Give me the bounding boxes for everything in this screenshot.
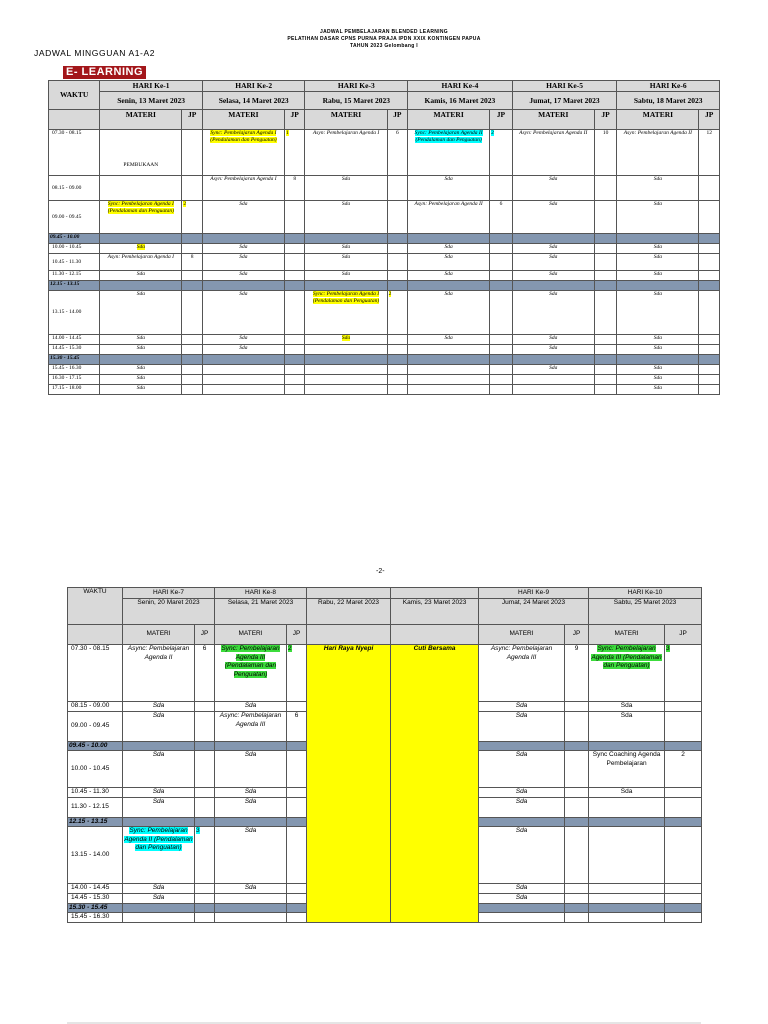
time-cell: 10.45 - 11.30 [49, 254, 100, 271]
sda-cell: Sda [512, 176, 594, 201]
async-agenda2-cell: Asyn: Pembelajaran Agenda II [617, 130, 699, 176]
sync-agenda2-cell: Sync: Pembelajaran Agenda II (Pendalaman dan Penguatan) [414, 130, 483, 143]
jp-value: 2 [665, 751, 702, 788]
sda-cell: Sda [123, 751, 195, 788]
jp-value: 8 [284, 176, 305, 201]
materi-header: MATERI [215, 625, 287, 645]
materi-header: MATERI [202, 110, 284, 130]
sda-cell: Sda [512, 365, 594, 375]
jp-header: JP [284, 110, 305, 130]
jp-header: JP [387, 110, 408, 130]
sda-cell: Sda [100, 271, 182, 281]
sda-cell: Sda [589, 788, 665, 798]
sda-cell: Sda [202, 201, 284, 234]
sda-cell: Sda [100, 345, 182, 355]
sda-cell: Sda [617, 176, 699, 201]
date-header: Senin, 20 Maret 2023 [123, 599, 215, 625]
sda-cell: Sda [617, 291, 699, 335]
waktu-header: WAKTU [68, 588, 123, 625]
schedule-table-week-2 [67, 587, 702, 923]
time-cell: 09.00 - 09.45 [68, 712, 123, 742]
time-cell: 14.00 - 14.45 [68, 884, 123, 894]
sync-agenda1-cell: Sync: Pembelajaran Agenda I (Pendalaman dan Penguatan) [107, 201, 174, 214]
pembukaan-cell: PEMBUKAAN [100, 130, 182, 176]
sda-cell: Sda [617, 375, 699, 385]
jp-value: 2 [491, 130, 494, 136]
sda-cell: Sda [215, 788, 287, 798]
sda-cell: Sda [512, 291, 594, 335]
sda-cell: Sda [408, 176, 490, 201]
date-header: Jumat, 24 Maret 2023 [479, 599, 589, 625]
jp-value: 1 [285, 130, 289, 136]
break-time-cell: 15.30 - 15.45 [68, 904, 123, 913]
sda-cell: Sda [305, 201, 387, 234]
day-header: HARI Ke-2 [202, 81, 305, 92]
sda-cell: Sda [305, 244, 387, 254]
materi-header: MATERI [479, 625, 565, 645]
sda-cell: Sda [479, 702, 565, 712]
jp-value: 6 [195, 645, 215, 702]
sda-cell: Sda [408, 254, 490, 271]
materi-header: MATERI [123, 625, 195, 645]
jp-header: JP [182, 110, 203, 130]
date-header: Rabu, 15 Maret 2023 [305, 92, 408, 110]
date-header: Kamis, 23 Maret 2023 [391, 599, 479, 625]
elearning-badge: E- LEARNING [63, 66, 146, 79]
doc-title-line-1: JADWAL PEMBELAJARAN BLENDED LEARNING [320, 29, 448, 35]
sda-cell: Sda [617, 254, 699, 271]
page-number: -2- [376, 568, 385, 575]
materi-header: MATERI [512, 110, 594, 130]
sda-cell: Sda [408, 271, 490, 281]
sda-cell: Sda [123, 702, 195, 712]
jp-value: 3 [196, 827, 200, 834]
sda-cell: Sda [479, 712, 565, 742]
sda-cell: Sda [123, 788, 195, 798]
sda-cell: Sda [617, 385, 699, 395]
date-header: Kamis, 16 Maret 2023 [408, 92, 513, 110]
time-cell: 07.30 - 08.15 [49, 130, 100, 176]
time-cell: 15.45 - 16.30 [68, 913, 123, 923]
sync-agenda1-cell: Sync: Pembelajaran Agenda I (Pendalaman dan Penguatan) [210, 130, 277, 143]
time-cell: 14.00 - 14.45 [49, 335, 100, 345]
day-header: HARI Ke-7 [123, 588, 215, 599]
time-cell: 13.15 - 14.00 [49, 291, 100, 335]
sda-cell: Sda [617, 244, 699, 254]
nyepi-holiday-cell: Hari Raya Nyepi [307, 645, 391, 923]
sync-coaching-cell: Sync Coaching Agenda Pembelajaran [589, 751, 665, 788]
cuti-bersama-cell: Cuti Bersama [391, 645, 479, 923]
sda-cell: Sda [100, 385, 182, 395]
sda-cell: Sda [202, 335, 284, 345]
day-header: HARI Ke-3 [305, 81, 408, 92]
break-time-cell: 12.15 - 13.15 [68, 818, 123, 827]
sda-cell: Sda [617, 365, 699, 375]
date-header: Rabu, 22 Maret 2023 [307, 599, 391, 625]
jp-value: 12 [699, 130, 720, 176]
time-cell: 08.15 - 09.00 [68, 702, 123, 712]
sda-cell: Sda [479, 798, 565, 818]
sda-cell: Sda [215, 827, 287, 884]
sda-cell: Sda [589, 702, 665, 712]
day-header: HARI Ke-6 [617, 81, 720, 92]
sda-cell: Sda [512, 345, 594, 355]
sda-cell: Sda [341, 335, 351, 341]
async-agenda2-cell: Asyn: Pembelajaran Agenda II [512, 130, 594, 176]
jp-value: 2 [288, 645, 292, 652]
break-time-cell: 12.15 - 13.15 [49, 281, 100, 291]
break-time-cell: 09.45 - 10.00 [68, 742, 123, 751]
sync-agenda1-cell: Sync: Pembelajaran Agenda I (Pendalaman dan Penguatan) [312, 291, 380, 304]
day-header: HARI Ke-8 [215, 588, 307, 599]
sda-cell: Sda [512, 201, 594, 234]
date-header: Sabtu, 25 Maret 2023 [589, 599, 702, 625]
time-cell: 16.30 - 17.15 [49, 375, 100, 385]
async-agenda2-cell: Async: Pembelajaran Agenda II [123, 645, 195, 702]
sda-cell: Sda [215, 751, 287, 788]
time-cell: 10.45 - 11.30 [68, 788, 123, 798]
break-time-cell: 15.30 - 15.45 [49, 355, 100, 365]
sda-cell: Sda [479, 884, 565, 894]
sda-cell: Sda [202, 254, 284, 271]
sda-cell: Sda [215, 702, 287, 712]
time-cell: 15.45 - 16.30 [49, 365, 100, 375]
time-cell: 14.45 - 15.30 [68, 894, 123, 904]
jp-value: 6 [387, 130, 408, 176]
jp-value: 8 [182, 254, 203, 271]
weekly-schedule-label: JADWAL MINGGUAN A1-A2 [34, 48, 156, 58]
materi-header: MATERI [408, 110, 490, 130]
time-cell: 17.15 - 18.00 [49, 385, 100, 395]
sync-agenda2-cell: Sync: Pembelajaran Agenda II (Pendalaman dan Penguatan) [124, 827, 193, 851]
sda-cell: Sda [136, 244, 145, 250]
schedule-table-week-1 [48, 80, 720, 395]
jp-value: 10 [594, 130, 617, 176]
materi-header: MATERI [305, 110, 387, 130]
sda-cell: Sda [408, 335, 490, 345]
jp-value: 2 [183, 201, 187, 207]
sda-cell: Sda [215, 798, 287, 818]
sda-cell: Sda [479, 894, 565, 904]
jp-value: 3 [666, 645, 670, 652]
time-cell: 14.45 - 15.30 [49, 345, 100, 355]
jp-header: JP [594, 110, 617, 130]
jp-value: 6 [287, 712, 307, 742]
jp-value: 2 [388, 291, 392, 297]
sda-cell: Sda [512, 335, 594, 345]
doc-title-line-3: TAHUN 2023 Gelombang I [350, 43, 418, 49]
sda-cell: Sda [202, 345, 284, 355]
materi-header: MATERI [100, 110, 182, 130]
materi-header: MATERI [617, 110, 699, 130]
jp-header: JP [490, 110, 513, 130]
sda-cell: Sda [589, 712, 665, 742]
time-cell: 07.30 - 08.15 [68, 645, 123, 702]
sda-cell: Sda [305, 271, 387, 281]
sda-cell: Sda [123, 798, 195, 818]
day-header: HARI Ke-4 [408, 81, 513, 92]
time-cell: 08.15 - 09.00 [49, 176, 100, 201]
date-header: Jumat, 17 Maret 2023 [512, 92, 617, 110]
jp-header: JP [195, 625, 215, 645]
sync-agenda3-cell: Sync: Pembelajaran Agenda III (Pendalaman dan Penguatan) [591, 645, 662, 669]
date-header: Selasa, 14 Maret 2023 [202, 92, 305, 110]
sda-cell: Sda [479, 827, 565, 884]
async-agenda1-cell: Asyn: Pembelajaran Agenda I [305, 130, 387, 176]
jp-header: JP [565, 625, 589, 645]
sda-cell: Sda [617, 271, 699, 281]
jp-header: JP [699, 110, 720, 130]
sda-cell: Sda [512, 254, 594, 271]
time-cell: 10.00 - 10.45 [49, 244, 100, 254]
sda-cell: Sda [100, 375, 182, 385]
break-time-cell: 09.45 - 10.00 [49, 234, 100, 244]
async-agenda1-cell: Asyn: Pembelajaran Agenda I [100, 254, 182, 271]
sda-cell: Sda [123, 712, 195, 742]
jp-header: JP [665, 625, 702, 645]
sda-cell: Sda [305, 176, 387, 201]
sda-cell: Sda [512, 271, 594, 281]
day-header: HARI Ke-9 [479, 588, 589, 599]
jp-value: 9 [565, 645, 589, 702]
sda-cell: Sda [123, 894, 195, 904]
day-header: HARI Ke-1 [100, 81, 203, 92]
sda-cell: Sda [100, 365, 182, 375]
sda-cell: Sda [479, 788, 565, 798]
waktu-header: WAKTU [49, 81, 100, 110]
time-cell: 09.00 - 09.45 [49, 201, 100, 234]
sda-cell: Sda [100, 335, 182, 345]
sda-cell: Sda [408, 244, 490, 254]
materi-header: MATERI [589, 625, 665, 645]
async-agenda3-cell: Async: Pembelajaran Agenda III [215, 712, 287, 742]
sda-cell: Sda [202, 244, 284, 254]
async-agenda1-cell: Asyn: Pembelajaran Agenda I [202, 176, 284, 201]
sda-cell: Sda [617, 345, 699, 355]
doc-title-line-2: PELATIHAN DASAR CPNS PURNA PRAJA IPDN XXIX KONTINGEN PAPUA [287, 36, 481, 42]
sda-cell: Sda [305, 254, 387, 271]
sda-cell: Sda [408, 291, 490, 335]
sda-cell: Sda [123, 884, 195, 894]
time-cell: 10.00 - 10.45 [68, 751, 123, 788]
time-cell: 11.30 - 12.15 [68, 798, 123, 818]
date-header: Selasa, 21 Maret 2023 [215, 599, 307, 625]
date-header: Sabtu, 18 Maret 2023 [617, 92, 720, 110]
day-header: HARI Ke-10 [589, 588, 702, 599]
sda-cell: Sda [617, 201, 699, 234]
sda-cell: Sda [202, 271, 284, 281]
sync-agenda3-cell: Sync: Pembelajaran Agenda III (Pendalaman dan Penguatan) [221, 645, 280, 678]
day-header: HARI Ke-5 [512, 81, 617, 92]
async-agenda3-cell: Async: Pembelajaran Agenda III [479, 645, 565, 702]
jp-header: JP [287, 625, 307, 645]
sda-cell: Sda [617, 335, 699, 345]
time-cell: 11.30 - 12.15 [49, 271, 100, 281]
sda-cell: Sda [100, 291, 182, 335]
sda-cell: Sda [215, 884, 287, 894]
sda-cell: Sda [512, 244, 594, 254]
date-header: Senin, 13 Maret 2023 [100, 92, 203, 110]
async-agenda2-cell: Asyn: Pembelajaran Agenda II [408, 201, 490, 234]
sda-cell: Sda [202, 291, 284, 335]
time-cell: 13.15 - 14.00 [68, 827, 123, 884]
sda-cell: Sda [479, 751, 565, 788]
jp-value: 6 [490, 201, 513, 234]
